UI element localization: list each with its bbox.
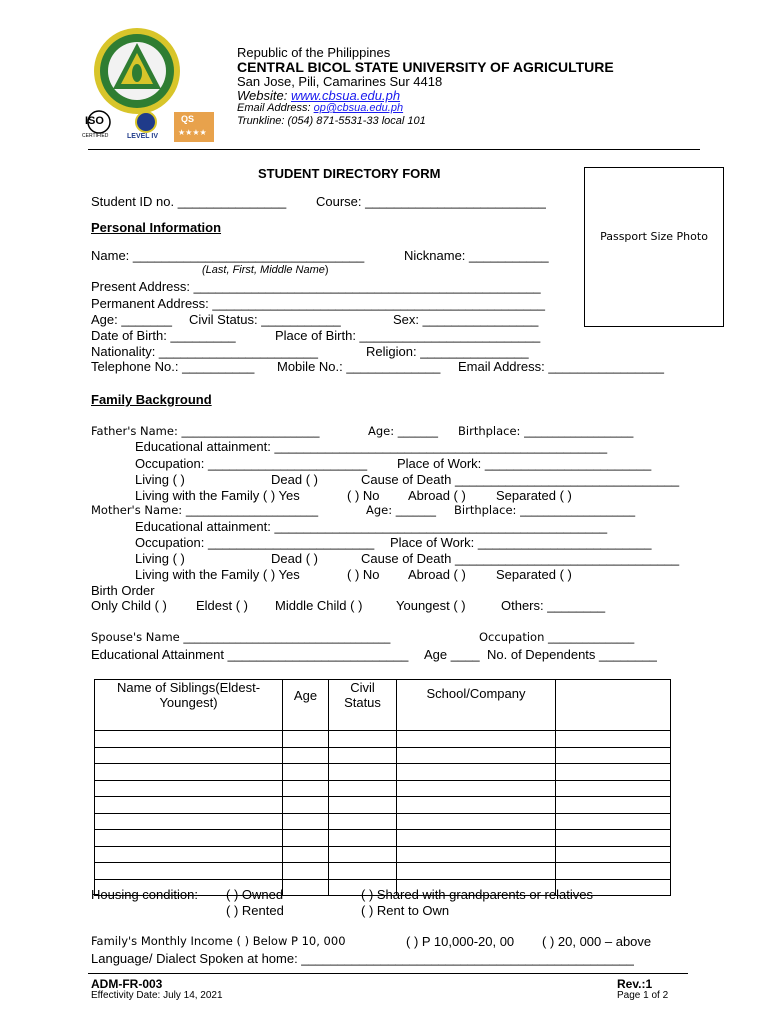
page-number: Page 1 of 2 xyxy=(617,990,669,1001)
table-cell[interactable] xyxy=(283,813,329,830)
table-row xyxy=(95,764,671,781)
table-row xyxy=(95,830,671,847)
father-no-option[interactable]: ( ) No xyxy=(347,488,380,503)
middle-child-option[interactable]: Middle Child ( ) xyxy=(275,598,363,613)
col-extra xyxy=(556,680,671,731)
father-living-option[interactable]: Living ( ) xyxy=(135,472,185,487)
student-id-field[interactable]: Student ID no. _______________ xyxy=(91,194,287,209)
form-title: STUDENT DIRECTORY FORM xyxy=(258,166,441,181)
table-row xyxy=(95,747,671,764)
table-row xyxy=(95,863,671,880)
father-age-field[interactable]: Age: _______ xyxy=(368,424,439,438)
spouse-occupation-field[interactable]: Occupation _______________ xyxy=(479,630,635,644)
father-dead-option[interactable]: Dead ( ) xyxy=(271,472,318,487)
republic-text: Republic of the Philippines xyxy=(237,45,391,60)
table-cell[interactable] xyxy=(329,863,397,880)
table-cell[interactable] xyxy=(556,830,671,847)
housing-owned-option[interactable]: ( ) Owned xyxy=(226,887,284,902)
income-above-option[interactable]: ( ) 20, 000 – above xyxy=(542,934,652,949)
table-cell[interactable] xyxy=(329,846,397,863)
religion-field[interactable]: Religion: _______________ xyxy=(366,344,529,359)
mother-abroad-option[interactable]: Abroad ( ) xyxy=(408,567,466,582)
table-cell[interactable] xyxy=(283,863,329,880)
spouse-name-field[interactable]: Spouse's Name ____________________________________ xyxy=(91,630,391,644)
telephone-field[interactable]: Telephone No.: __________ xyxy=(91,359,255,374)
housing-label: Housing condition: xyxy=(91,887,198,902)
table-cell[interactable] xyxy=(397,830,556,847)
table-cell[interactable] xyxy=(397,731,556,748)
email-link[interactable]: op@cbsua.edu.ph xyxy=(313,102,404,114)
table-cell[interactable] xyxy=(556,731,671,748)
table-cell[interactable] xyxy=(283,797,329,814)
table-cell[interactable] xyxy=(95,797,283,814)
table-cell[interactable] xyxy=(329,731,397,748)
mother-living-option[interactable]: Living ( ) xyxy=(135,551,185,566)
personal-info-heading: Personal Information xyxy=(91,220,222,235)
father-education-field[interactable]: Educational attainment: ______________________________________________ xyxy=(135,439,608,454)
table-cell[interactable] xyxy=(95,731,283,748)
eldest-option[interactable]: Eldest ( ) xyxy=(196,598,249,613)
present-address-field[interactable]: Present Address: ________________________________________________ xyxy=(91,279,541,294)
table-cell[interactable] xyxy=(283,764,329,781)
iso-sub-label: CERTIFIED xyxy=(82,133,109,139)
table-row xyxy=(95,813,671,830)
iso-certified-badge xyxy=(82,110,116,142)
siblings-table-body xyxy=(95,731,671,896)
table-cell[interactable] xyxy=(329,813,397,830)
iso-label: ISO xyxy=(85,115,104,127)
father-living-with-yes[interactable]: Living with the Family ( ) Yes xyxy=(135,488,300,503)
photo-box-label: Passport Size Photo xyxy=(600,230,708,243)
email-label: Email Address: xyxy=(237,102,314,114)
trunkline-text: Trunkline: (054) 871-5531-33 local 101 xyxy=(237,115,426,127)
email-field[interactable]: Email Address: ________________ xyxy=(458,359,664,374)
table-cell[interactable] xyxy=(556,797,671,814)
youngest-option[interactable]: Youngest ( ) xyxy=(396,598,466,613)
pob-field[interactable]: Place of Birth: _________________________ xyxy=(275,328,541,343)
spouse-education-field[interactable]: Educational Attainment _________________________ xyxy=(91,647,409,662)
table-cell[interactable] xyxy=(95,813,283,830)
qs-stars-badge xyxy=(174,112,214,142)
housing-shared-option[interactable]: ( ) Shared with grandparents or relatives xyxy=(361,887,593,902)
mother-occupation-field[interactable]: Occupation: _______________________ xyxy=(135,535,375,550)
table-cell[interactable] xyxy=(556,780,671,797)
siblings-header-row xyxy=(95,680,671,731)
table-cell[interactable] xyxy=(329,764,397,781)
level-iv-badge xyxy=(126,110,166,144)
effectivity-date: Effectivity Date: July 14, 2021 xyxy=(91,990,223,1001)
qs-label: QS xyxy=(181,114,195,124)
dependents-field[interactable]: No. of Dependents ________ xyxy=(487,647,657,662)
revision-label: Rev.:1 xyxy=(617,977,653,991)
table-cell[interactable] xyxy=(329,830,397,847)
father-place-of-work-field[interactable]: Place of Work: _______________________ xyxy=(397,456,652,471)
website-line xyxy=(237,88,400,103)
table-cell[interactable] xyxy=(329,797,397,814)
mother-separated-option[interactable]: Separated ( ) xyxy=(496,567,572,582)
website-label: Website: xyxy=(237,88,291,103)
housing-rented-option[interactable]: ( ) Rented xyxy=(226,903,284,918)
mobile-field[interactable]: Mobile No.: _____________ xyxy=(277,359,441,374)
table-cell[interactable] xyxy=(397,747,556,764)
website-link[interactable]: www.cbsua.edu.ph xyxy=(290,88,401,103)
spouse-age-field[interactable]: Age ____ xyxy=(424,647,480,662)
table-cell[interactable] xyxy=(283,846,329,863)
name-hint-text: (Last, First, Middle Name xyxy=(202,264,325,276)
father-birthplace-field[interactable]: Birthplace: ___________________ xyxy=(458,424,634,438)
name-hint xyxy=(202,264,329,276)
col-civil-status: Civil Status xyxy=(329,680,397,731)
mother-age-field[interactable]: Age: _______ xyxy=(366,503,437,517)
table-cell[interactable] xyxy=(283,747,329,764)
father-name-field[interactable]: Father's Name: ________________________ xyxy=(91,424,320,438)
language-field[interactable]: Language/ Dialect Spoken at home: ______________________________________________ xyxy=(91,951,634,966)
table-cell[interactable] xyxy=(556,846,671,863)
footer-divider xyxy=(88,973,688,974)
header-divider xyxy=(88,149,700,150)
university-seal-logo xyxy=(93,27,181,115)
course-field[interactable]: Course: _________________________ xyxy=(316,194,546,209)
dob-field[interactable]: Date of Birth: _________ xyxy=(91,328,236,343)
father-occupation-field[interactable]: Occupation: ______________________ xyxy=(135,456,368,471)
form-code: ADM-FR-003 xyxy=(91,977,163,991)
table-cell[interactable] xyxy=(95,846,283,863)
nationality-field[interactable]: Nationality: ______________________ xyxy=(91,344,318,359)
table-cell[interactable] xyxy=(397,797,556,814)
table-cell[interactable] xyxy=(283,780,329,797)
col-age: Age xyxy=(283,680,329,731)
email-line xyxy=(237,102,403,114)
qs-stars: ★★★★ xyxy=(178,128,207,137)
table-cell[interactable] xyxy=(556,813,671,830)
civil-status-field[interactable]: Civil Status: ___________ xyxy=(189,312,341,327)
mother-no-option[interactable]: ( ) No xyxy=(347,567,380,582)
table-cell[interactable] xyxy=(397,780,556,797)
housing-rent-to-own-option[interactable]: ( ) Rent to Own xyxy=(361,903,450,918)
table-cell[interactable] xyxy=(95,780,283,797)
table-cell[interactable] xyxy=(95,764,283,781)
table-cell[interactable] xyxy=(283,879,329,896)
name-field[interactable]: Name: ________________________________ xyxy=(91,248,365,263)
university-address: San Jose, Pili, Camarines Sur 4418 xyxy=(237,74,443,89)
table-cell[interactable] xyxy=(329,747,397,764)
table-cell[interactable] xyxy=(95,830,283,847)
level-iv-label: LEVEL IV xyxy=(127,133,158,140)
mother-name-field[interactable]: Mother's Name: _______________________ xyxy=(91,503,319,517)
passport-photo-box[interactable] xyxy=(584,167,724,327)
table-cell[interactable] xyxy=(556,747,671,764)
father-separated-option[interactable]: Separated ( ) xyxy=(496,488,572,503)
siblings-table xyxy=(94,679,671,896)
table-cell[interactable] xyxy=(329,780,397,797)
table-cell[interactable] xyxy=(397,813,556,830)
nickname-field[interactable]: Nickname: ___________ xyxy=(404,248,549,263)
father-abroad-option[interactable]: Abroad ( ) xyxy=(408,488,466,503)
table-row xyxy=(95,780,671,797)
mother-education-field[interactable]: Educational attainment: ______________________________________________ xyxy=(135,519,608,534)
table-row xyxy=(95,846,671,863)
father-cause-death-field[interactable]: Cause of Death _______________________________ xyxy=(361,472,680,487)
table-cell[interactable] xyxy=(397,846,556,863)
table-cell[interactable] xyxy=(397,863,556,880)
birth-order-label: Birth Order xyxy=(91,583,155,598)
family-background-heading: Family Background xyxy=(91,392,212,407)
mother-living-with-yes[interactable]: Living with the Family ( ) Yes xyxy=(135,567,300,582)
sex-field[interactable]: Sex: ________________ xyxy=(393,312,539,327)
table-row xyxy=(95,731,671,748)
table-row xyxy=(95,797,671,814)
mother-place-of-work-field[interactable]: Place of Work: ________________________ xyxy=(390,535,652,550)
income-mid-option[interactable]: ( ) P 10,000-20, 00 xyxy=(406,934,515,949)
others-field[interactable]: Others: ________ xyxy=(501,598,606,613)
age-field[interactable]: Age: _______ xyxy=(91,312,172,327)
permanent-address-field[interactable]: Permanent Address: ______________________________________________ xyxy=(91,296,545,311)
mother-birthplace-field[interactable]: Birthplace: ____________________ xyxy=(454,503,636,517)
table-cell[interactable] xyxy=(95,747,283,764)
income-below-option[interactable]: Family's Monthly Income ( ) Below P 10, 000 xyxy=(91,934,346,948)
table-cell[interactable] xyxy=(95,863,283,880)
mother-dead-option[interactable]: Dead ( ) xyxy=(271,551,318,566)
mother-cause-death-field[interactable]: Cause of Death _______________________________ xyxy=(361,551,680,566)
col-school-company: School/Company xyxy=(397,680,556,731)
only-child-option[interactable]: Only Child ( ) xyxy=(91,598,167,613)
table-cell[interactable] xyxy=(283,731,329,748)
table-cell[interactable] xyxy=(397,764,556,781)
name-hint-close: ) xyxy=(324,264,329,276)
table-cell[interactable] xyxy=(556,764,671,781)
university-name: CENTRAL BICOL STATE UNIVERSITY OF AGRICULTURE xyxy=(237,59,614,75)
table-cell[interactable] xyxy=(556,863,671,880)
table-cell[interactable] xyxy=(283,830,329,847)
col-sibling-name: Name of Siblings(Eldest-Youngest) xyxy=(95,680,283,731)
